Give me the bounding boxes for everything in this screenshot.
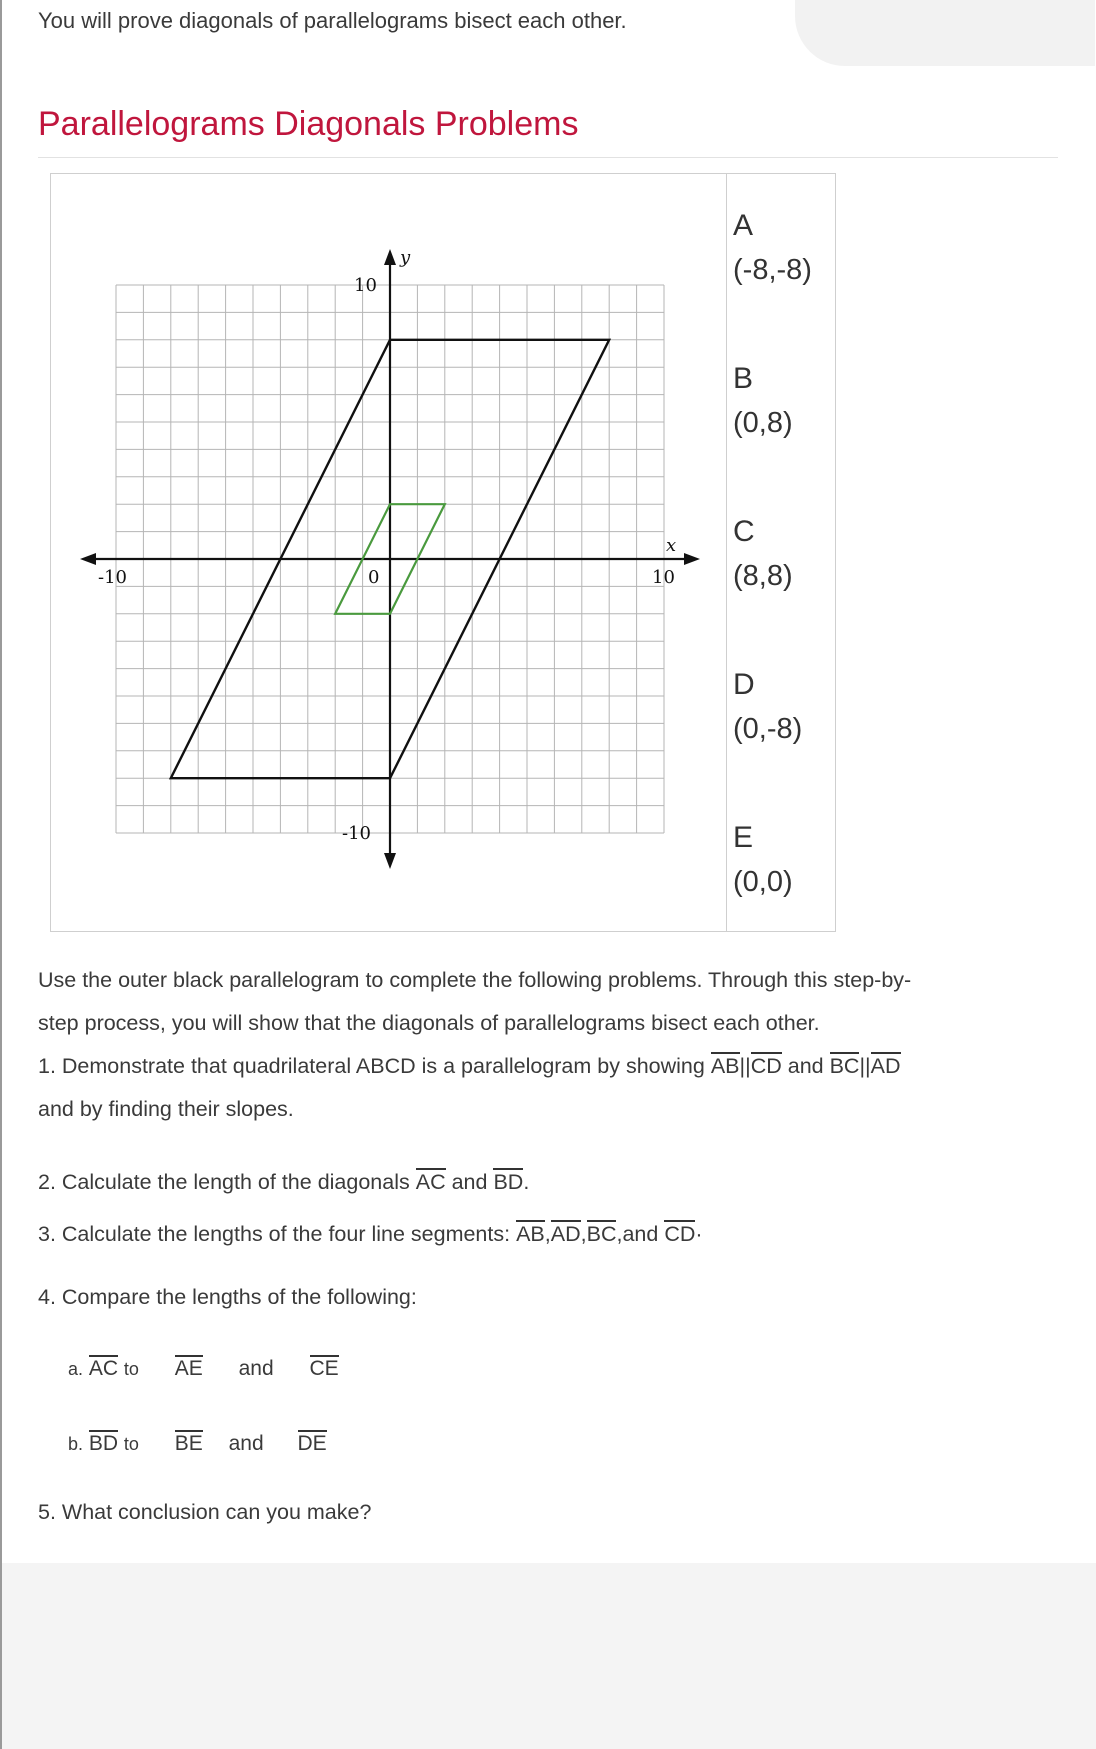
question-4b [68,1430,327,1456]
segment-ab: AB [516,1222,545,1246]
segment-ac: AC [415,1170,446,1194]
segment-cd: CD [664,1222,696,1246]
segment-ad: AD [550,1222,581,1246]
segment-bc: BC [829,1054,860,1078]
question-2-text: 2. Calculate the length of the diagonals [38,1170,410,1194]
origin-label: 0 [368,567,380,588]
section-title: Parallelograms Diagonals Problems [38,105,579,143]
point-c [733,506,833,659]
parallel-symbol: || [739,1054,751,1078]
comma: , [544,1222,551,1246]
x-tick-label-max: 10 [652,567,675,588]
parallel-symbol: || [859,1054,871,1078]
question-4: 4. Compare the lengths of the following: [38,1285,417,1309]
question-1-text: 1. Demonstrate that quadrilateral ABCD is a parallelogram by showing [38,1054,705,1078]
point-coord: (0,0) [733,866,793,898]
point-name: B [733,362,754,395]
figure-divider [726,173,727,932]
and-text: and [228,1432,264,1455]
segment-ab: AB [710,1054,740,1078]
segment-ce: CE [309,1357,339,1380]
segment-ac: AC [88,1357,119,1380]
point-list [733,200,833,965]
y-axis-arrow-up [384,249,396,265]
segment-be: BE [174,1432,203,1455]
left-border [0,0,2,1749]
segment-ae: AE [174,1357,203,1380]
y-axis-arrow-down [384,853,396,869]
top-corner-shape [795,0,1095,66]
instructions-line-1: Use the outer black parallelogram to complete the following problems. Through this step-by- [38,968,912,992]
point-coord: (-8,-8) [733,254,812,286]
y-tick-label-min: -10 [342,823,371,844]
comma: , [580,1222,587,1246]
to-text: to [123,1434,139,1454]
coordinate-graph [50,173,726,932]
segment-ad: AD [870,1054,901,1078]
and-text: and [787,1054,824,1078]
segment-de: DE [297,1432,327,1455]
question-4a [68,1355,339,1381]
period: . [523,1170,530,1194]
end-dot: · [695,1222,703,1246]
x-axis-label: x [666,535,677,556]
point-name: A [733,209,754,242]
point-a [733,200,833,353]
point-b [733,353,833,506]
y-tick-label-max: 10 [354,275,377,296]
point-coord: (0,-8) [733,713,803,745]
point-e [733,812,833,965]
point-name: E [733,821,754,854]
question-3 [38,1220,703,1247]
y-axis-label: y [400,247,411,268]
point-coord: (0,8) [733,407,793,439]
point-name: C [733,515,755,548]
instructions-line-2: step process, you will show that the diagonals of parallelograms bisect each other. [38,1011,820,1035]
to-text: to [123,1359,139,1379]
comma-and: ,and [616,1222,659,1246]
segment-bd: BD [88,1432,119,1455]
item-label: b. [68,1434,84,1454]
x-axis-arrow-left [80,553,96,565]
x-axis-arrow-right [684,553,700,565]
title-divider [38,157,1058,158]
question-1-line-2: and by finding their slopes. [38,1097,294,1121]
segment-cd: CD [750,1054,782,1078]
segment-bc: BC [586,1222,617,1246]
answer-area [2,1563,1096,1749]
intro-text: You will prove diagonals of parallelograms bisect each other. [38,8,627,33]
point-d [733,659,833,812]
question-1 [38,1052,901,1079]
question-2 [38,1168,529,1195]
item-label: a. [68,1359,84,1379]
and-text: and [238,1357,274,1380]
and-text: and [451,1170,488,1194]
question-5: 5. What conclusion can you make? [38,1500,372,1524]
question-3-text: 3. Calculate the lengths of the four line segments: [38,1222,511,1246]
x-tick-label-min: -10 [98,567,127,588]
point-coord: (8,8) [733,560,793,592]
point-name: D [733,668,755,701]
segment-bd: BD [493,1170,524,1194]
